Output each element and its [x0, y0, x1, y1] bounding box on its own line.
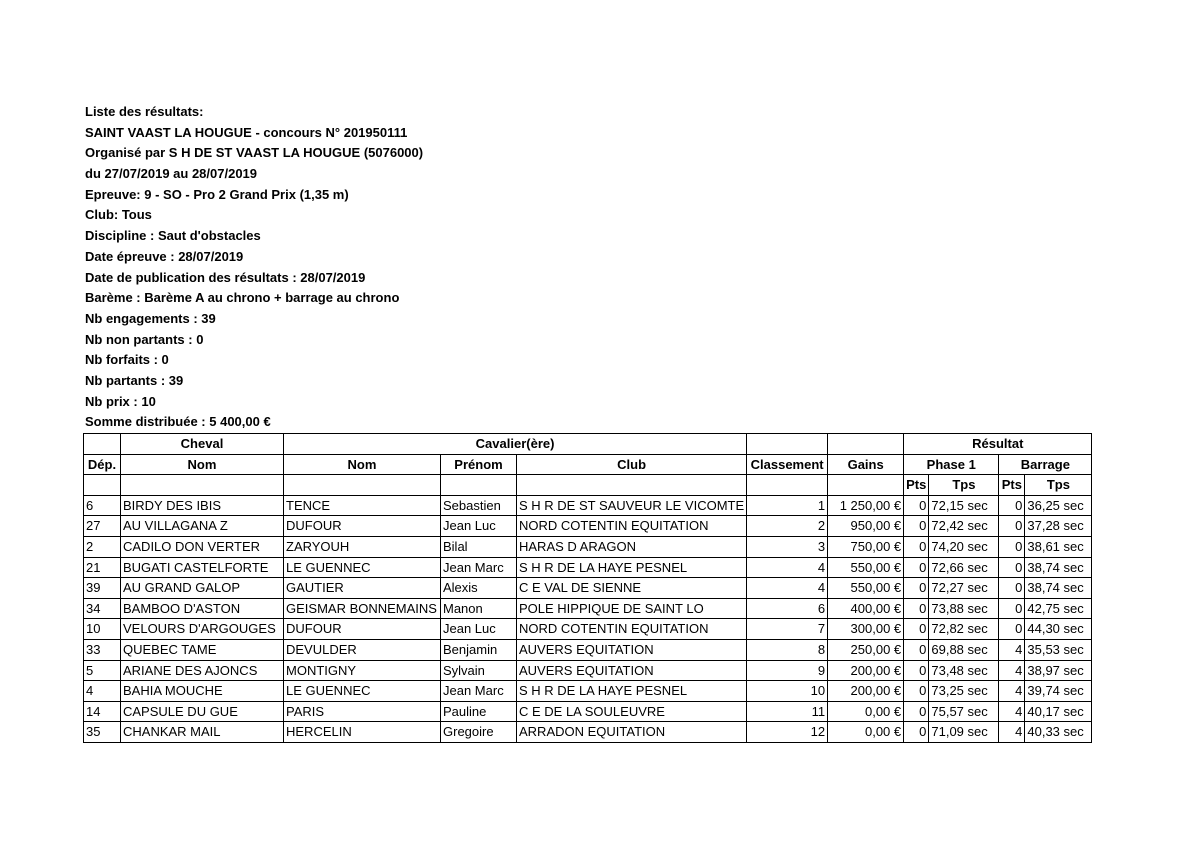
- cell-rider-firstname: Jean Luc: [441, 516, 517, 537]
- cell-horse-name: QUEBEC TAME: [121, 639, 284, 660]
- cell-rider-firstname: Jean Marc: [441, 681, 517, 702]
- cell-barrage-pts: 4: [999, 681, 1025, 702]
- header-cavalier: Cavalier(ère): [284, 434, 747, 455]
- cell-phase1-time: 73,25 sec: [929, 681, 999, 702]
- cell-phase1-time: 72,66 sec: [929, 557, 999, 578]
- cell-horse-name: BAMBOO D'ASTON: [121, 598, 284, 619]
- table-row: [84, 619, 1092, 640]
- cell-winnings: 250,00 €: [828, 639, 904, 660]
- cell-phase1-time: 73,48 sec: [929, 660, 999, 681]
- cell-barrage-pts: 4: [999, 722, 1025, 743]
- cell-dep: 27: [84, 516, 121, 537]
- cell-barrage-pts: 0: [999, 598, 1025, 619]
- cell-horse-name: BUGATI CASTELFORTE: [121, 557, 284, 578]
- document-header: [85, 102, 423, 433]
- cell-barrage-time: 38,61 sec: [1025, 536, 1092, 557]
- cell-rank: 6: [747, 598, 828, 619]
- cell-club: HARAS D ARAGON: [517, 536, 747, 557]
- cell-rider-name: LE GUENNEC: [284, 557, 441, 578]
- cell-phase1-pts: 0: [904, 681, 929, 702]
- column-header-row: [84, 454, 1092, 475]
- cell-rider-firstname: Pauline: [441, 701, 517, 722]
- cell-phase1-pts: 0: [904, 516, 929, 537]
- header-dep: Dép.: [84, 454, 121, 475]
- cell-barrage-time: 39,74 sec: [1025, 681, 1092, 702]
- cell-rider-firstname: Alexis: [441, 578, 517, 599]
- empty-header-cell: [121, 475, 284, 496]
- cell-rider-firstname: Gregoire: [441, 722, 517, 743]
- table-row: [84, 660, 1092, 681]
- cell-club: POLE HIPPIQUE DE SAINT LO: [517, 598, 747, 619]
- cell-dep: 6: [84, 495, 121, 516]
- cell-horse-name: CADILO DON VERTER: [121, 536, 284, 557]
- cell-club: C E DE LA SOULEUVRE: [517, 701, 747, 722]
- cell-phase1-time: 72,27 sec: [929, 578, 999, 599]
- header-tps-barrage: Tps: [1025, 475, 1092, 496]
- empty-header-cell: [828, 434, 904, 455]
- header-barrage: Barrage: [999, 454, 1092, 475]
- cell-phase1-pts: 0: [904, 701, 929, 722]
- results-table: [83, 433, 1092, 743]
- header-pts-phase1: Pts: [904, 475, 929, 496]
- cell-rider-name: ZARYOUH: [284, 536, 441, 557]
- cell-horse-name: AU GRAND GALOP: [121, 578, 284, 599]
- cell-barrage-time: 38,97 sec: [1025, 660, 1092, 681]
- cell-barrage-time: 38,74 sec: [1025, 578, 1092, 599]
- cell-club: S H R DE LA HAYE PESNEL: [517, 557, 747, 578]
- cell-winnings: 950,00 €: [828, 516, 904, 537]
- cell-club: NORD COTENTIN EQUITATION: [517, 619, 747, 640]
- cell-phase1-time: 75,57 sec: [929, 701, 999, 722]
- cell-barrage-time: 40,33 sec: [1025, 722, 1092, 743]
- cell-barrage-time: 42,75 sec: [1025, 598, 1092, 619]
- cell-horse-name: CAPSULE DU GUE: [121, 701, 284, 722]
- cell-winnings: 200,00 €: [828, 660, 904, 681]
- cell-phase1-pts: 0: [904, 495, 929, 516]
- cell-phase1-pts: 0: [904, 598, 929, 619]
- cell-dep: 34: [84, 598, 121, 619]
- cell-rank: 7: [747, 619, 828, 640]
- cell-winnings: 750,00 €: [828, 536, 904, 557]
- cell-club: C E VAL DE SIENNE: [517, 578, 747, 599]
- cell-winnings: 550,00 €: [828, 557, 904, 578]
- header-scale: Barème : Barème A au chrono + barrage au chrono: [85, 290, 400, 306]
- cell-rider-name: TENCE: [284, 495, 441, 516]
- cell-phase1-pts: 0: [904, 619, 929, 640]
- cell-rank: 2: [747, 516, 828, 537]
- cell-dep: 35: [84, 722, 121, 743]
- cell-rank: 1: [747, 495, 828, 516]
- cell-phase1-time: 74,20 sec: [929, 536, 999, 557]
- cell-rider-firstname: Sylvain: [441, 660, 517, 681]
- group-header-row: [84, 434, 1092, 455]
- cell-phase1-time: 72,15 sec: [929, 495, 999, 516]
- header-entries: Nb engagements : 39: [85, 310, 216, 326]
- cell-winnings: 400,00 €: [828, 598, 904, 619]
- header-non-starters: Nb non partants : 0: [85, 331, 204, 347]
- table-row: [84, 701, 1092, 722]
- cell-barrage-pts: 0: [999, 536, 1025, 557]
- cell-rider-name: GAUTIER: [284, 578, 441, 599]
- cell-barrage-time: 40,17 sec: [1025, 701, 1092, 722]
- cell-dep: 21: [84, 557, 121, 578]
- cell-phase1-time: 71,09 sec: [929, 722, 999, 743]
- cell-barrage-pts: 0: [999, 578, 1025, 599]
- table-row: [84, 681, 1092, 702]
- header-nom-cavalier: Nom: [284, 454, 441, 475]
- header-pts-barrage: Pts: [999, 475, 1025, 496]
- cell-rank: 4: [747, 557, 828, 578]
- header-total-prize: Somme distribuée : 5 400,00 €: [85, 414, 271, 430]
- table-row: [84, 536, 1092, 557]
- cell-barrage-time: 38,74 sec: [1025, 557, 1092, 578]
- cell-dep: 4: [84, 681, 121, 702]
- cell-dep: 2: [84, 536, 121, 557]
- cell-club: AUVERS EQUITATION: [517, 660, 747, 681]
- cell-barrage-time: 44,30 sec: [1025, 619, 1092, 640]
- header-gains: Gains: [828, 454, 904, 475]
- cell-rider-firstname: Sebastien: [441, 495, 517, 516]
- cell-phase1-time: 72,82 sec: [929, 619, 999, 640]
- cell-club: S H R DE LA HAYE PESNEL: [517, 681, 747, 702]
- cell-barrage-pts: 4: [999, 660, 1025, 681]
- cell-horse-name: CHANKAR MAIL: [121, 722, 284, 743]
- cell-phase1-time: 69,88 sec: [929, 639, 999, 660]
- empty-header-cell: [84, 434, 121, 455]
- header-withdrawals: Nb forfaits : 0: [85, 352, 169, 368]
- cell-winnings: 300,00 €: [828, 619, 904, 640]
- table-row: [84, 578, 1092, 599]
- header-organizer: Organisé par S H DE ST VAAST LA HOUGUE (5076000): [85, 145, 424, 161]
- header-prenom: Prénom: [441, 454, 517, 475]
- header-title: Liste des résultats:: [85, 104, 204, 119]
- cell-club: ARRADON EQUITATION: [517, 722, 747, 743]
- header-club: Club: Tous: [85, 207, 152, 223]
- empty-header-cell: [84, 475, 121, 496]
- cell-rank: 11: [747, 701, 828, 722]
- empty-header-cell: [747, 475, 828, 496]
- header-cheval: Cheval: [121, 434, 284, 455]
- header-nom-cheval: Nom: [121, 454, 284, 475]
- cell-phase1-pts: 0: [904, 578, 929, 599]
- cell-rider-name: DEVULDER: [284, 639, 441, 660]
- cell-horse-name: VELOURS D'ARGOUGES: [121, 619, 284, 640]
- cell-phase1-time: 73,88 sec: [929, 598, 999, 619]
- empty-header-cell: [441, 475, 517, 496]
- header-publication-date: Date de publication des résultats : 28/07/2019: [85, 269, 366, 285]
- cell-rank: 3: [747, 536, 828, 557]
- header-starters: Nb partants : 39: [85, 372, 184, 388]
- table-row: [84, 495, 1092, 516]
- header-club: Club: [517, 454, 747, 475]
- sub-header-row: [84, 475, 1092, 496]
- cell-phase1-pts: 0: [904, 660, 929, 681]
- header-dates: du 27/07/2019 au 28/07/2019: [85, 166, 258, 182]
- cell-winnings: 1 250,00 €: [828, 495, 904, 516]
- empty-header-cell: [517, 475, 747, 496]
- cell-horse-name: AU VILLAGANA Z: [121, 516, 284, 537]
- cell-barrage-pts: 0: [999, 495, 1025, 516]
- cell-rank: 12: [747, 722, 828, 743]
- cell-club: NORD COTENTIN EQUITATION: [517, 516, 747, 537]
- cell-barrage-time: 36,25 sec: [1025, 495, 1092, 516]
- cell-dep: 14: [84, 701, 121, 722]
- cell-phase1-pts: 0: [904, 536, 929, 557]
- cell-rank: 10: [747, 681, 828, 702]
- cell-rank: 4: [747, 578, 828, 599]
- cell-barrage-pts: 0: [999, 516, 1025, 537]
- cell-dep: 10: [84, 619, 121, 640]
- cell-horse-name: ARIANE DES AJONCS: [121, 660, 284, 681]
- cell-dep: 33: [84, 639, 121, 660]
- header-tps-phase1: Tps: [929, 475, 999, 496]
- cell-barrage-pts: 0: [999, 557, 1025, 578]
- cell-rider-name: LE GUENNEC: [284, 681, 441, 702]
- header-competition: SAINT VAAST LA HOUGUE - concours N° 201950111: [85, 124, 408, 140]
- cell-winnings: 550,00 €: [828, 578, 904, 599]
- cell-rider-name: PARIS: [284, 701, 441, 722]
- cell-rider-name: DUFOUR: [284, 516, 441, 537]
- table-row: [84, 516, 1092, 537]
- cell-horse-name: BIRDY DES IBIS: [121, 495, 284, 516]
- empty-header-cell: [284, 475, 441, 496]
- cell-rider-firstname: Jean Marc: [441, 557, 517, 578]
- header-resultat: Résultat: [904, 434, 1092, 455]
- header-event-date: Date épreuve : 28/07/2019: [85, 248, 244, 264]
- cell-winnings: 0,00 €: [828, 722, 904, 743]
- cell-phase1-pts: 0: [904, 557, 929, 578]
- cell-club: S H R DE ST SAUVEUR LE VICOMTE: [517, 495, 747, 516]
- header-phase1: Phase 1: [904, 454, 999, 475]
- cell-phase1-pts: 0: [904, 639, 929, 660]
- table-row: [84, 557, 1092, 578]
- table-row: [84, 598, 1092, 619]
- header-prizes: Nb prix : 10: [85, 393, 156, 409]
- cell-rank: 8: [747, 639, 828, 660]
- table-row: [84, 639, 1092, 660]
- cell-phase1-pts: 0: [904, 722, 929, 743]
- cell-rider-firstname: Bilal: [441, 536, 517, 557]
- cell-barrage-pts: 0: [999, 619, 1025, 640]
- cell-dep: 39: [84, 578, 121, 599]
- cell-winnings: 200,00 €: [828, 681, 904, 702]
- empty-header-cell: [747, 434, 828, 455]
- header-discipline: Discipline : Saut d'obstacles: [85, 228, 261, 244]
- table-row: [84, 722, 1092, 743]
- cell-barrage-pts: 4: [999, 639, 1025, 660]
- cell-barrage-time: 37,28 sec: [1025, 516, 1092, 537]
- cell-barrage-time: 35,53 sec: [1025, 639, 1092, 660]
- cell-horse-name: BAHIA MOUCHE: [121, 681, 284, 702]
- cell-rider-name: MONTIGNY: [284, 660, 441, 681]
- cell-barrage-pts: 4: [999, 701, 1025, 722]
- cell-phase1-time: 72,42 sec: [929, 516, 999, 537]
- cell-rider-name: GEISMAR BONNEMAINS: [284, 598, 441, 619]
- header-event: Epreuve: 9 - SO - Pro 2 Grand Prix (1,35 m): [85, 186, 349, 202]
- header-classement: Classement: [747, 454, 828, 475]
- cell-dep: 5: [84, 660, 121, 681]
- cell-club: AUVERS EQUITATION: [517, 639, 747, 660]
- cell-rank: 9: [747, 660, 828, 681]
- cell-rider-name: DUFOUR: [284, 619, 441, 640]
- empty-header-cell: [828, 475, 904, 496]
- cell-rider-firstname: Jean Luc: [441, 619, 517, 640]
- cell-winnings: 0,00 €: [828, 701, 904, 722]
- cell-rider-firstname: Benjamin: [441, 639, 517, 660]
- cell-rider-name: HERCELIN: [284, 722, 441, 743]
- cell-rider-firstname: Manon: [441, 598, 517, 619]
